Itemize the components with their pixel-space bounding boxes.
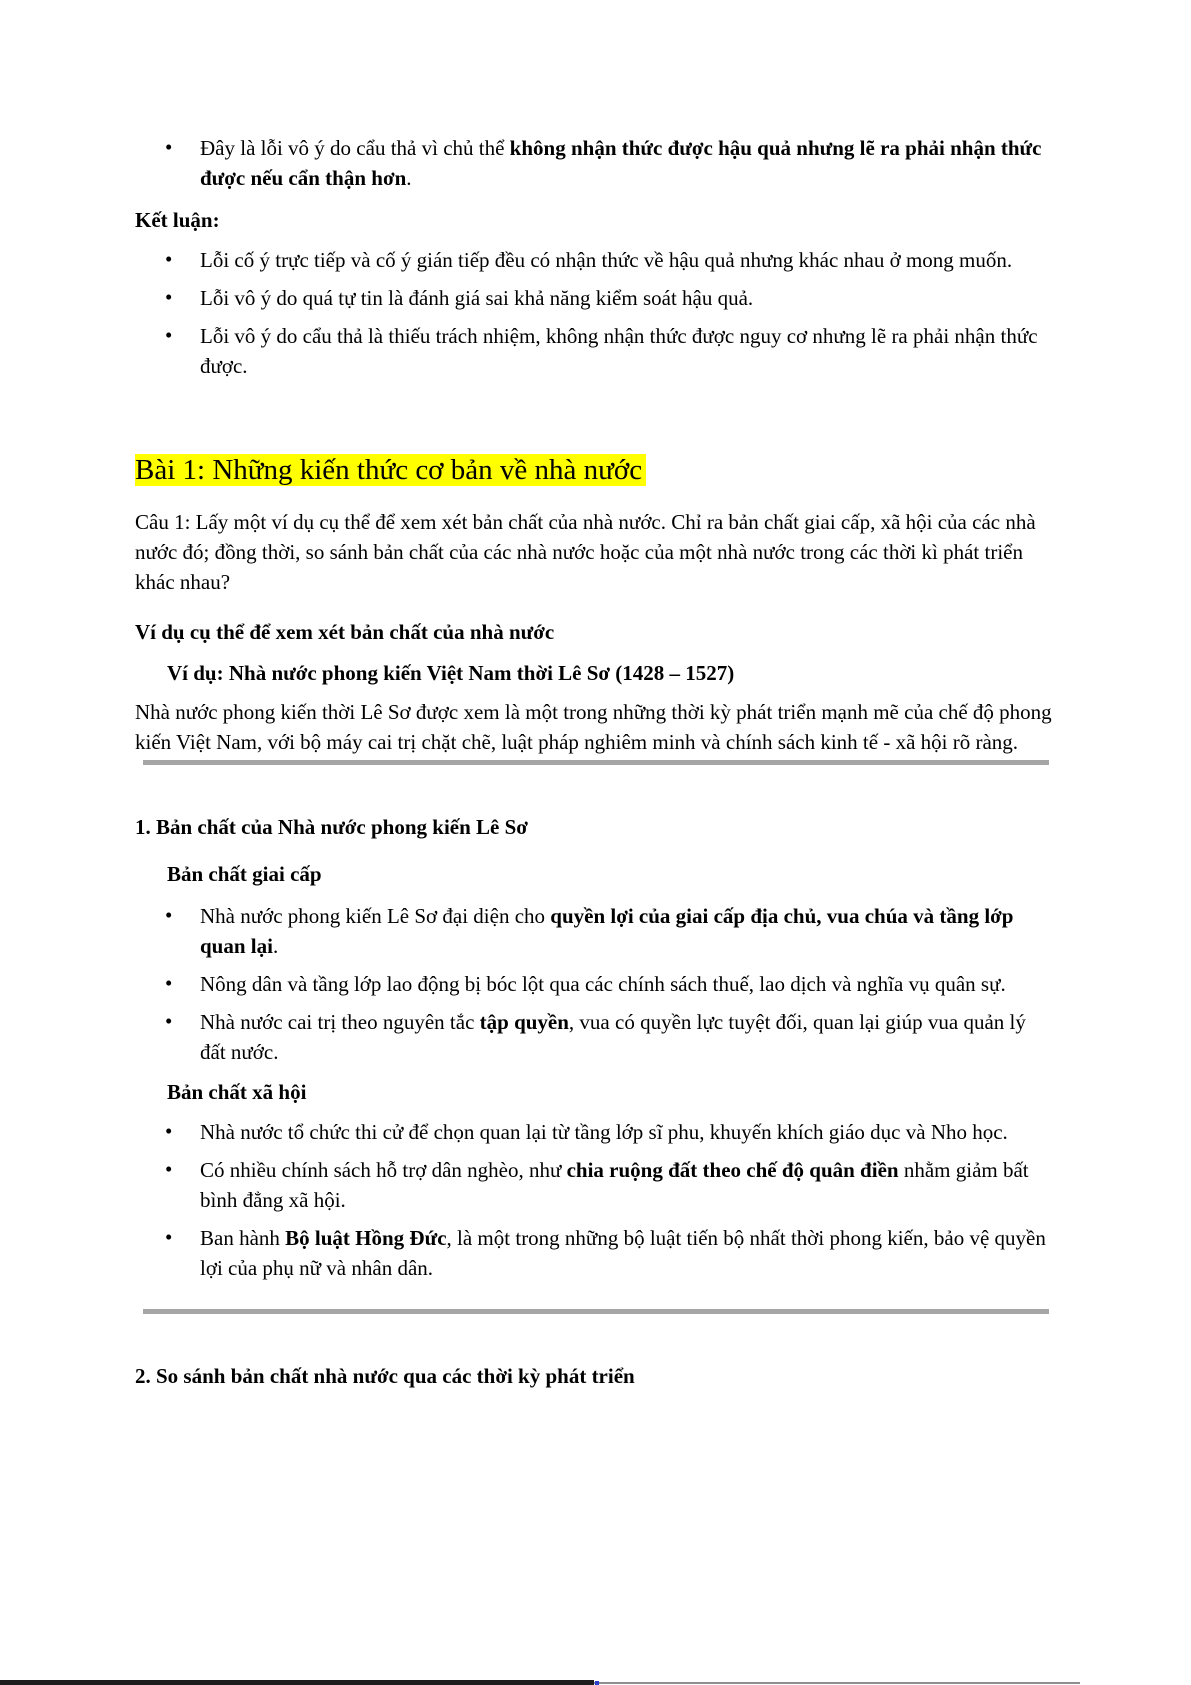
- list-item: [135, 1155, 1056, 1215]
- list-item-bold-text: Bộ luật Hồng Đức: [285, 1226, 447, 1250]
- example-intro-paragraph: Nhà nước phong kiến thời Lê Sơ được xem là một trong những thời kỳ phát triển mạnh mẽ của chế độ phong kiến Việt Nam, với bộ máy cai trị chặt chẽ, luật pháp nghiêm minh và chính sách kinh tế - xã hội rõ ràng.: [135, 700, 1052, 754]
- list-item-bold-text: quyền lợi của giai cấp địa chủ, vua chúa và tầng lớp quan lại: [200, 904, 1014, 958]
- list-item-text: , vua có quyền lực tuyệt đối, quan lại giúp vua quản lý đất nước.: [200, 1010, 1026, 1064]
- list-item-text: nhằm giảm bất bình đẳng xã hội.: [200, 1158, 1029, 1212]
- section-1-heading: 1. Bản chất của Nhà nước phong kiến Lê Sơ: [135, 815, 528, 839]
- list-item-text: , là một trong những bộ luật tiến bộ nhất thời phong kiến, bảo vệ quyền lợi của phụ nữ và nhân dân.: [200, 1226, 1046, 1280]
- section-divider: [143, 760, 1049, 765]
- scrollbar-accent-dot: [595, 1681, 599, 1685]
- bullet-icon: •: [165, 247, 173, 271]
- list-item-text: Nhà nước tổ chức thi cử để chọn quan lại từ tầng lớp sĩ phu, khuyến khích giáo dục và Nho học.: [200, 1120, 1008, 1144]
- list-item: [135, 901, 1056, 961]
- list-item-text: Đây là lỗi vô ý do cẩu thả vì chủ thể: [200, 136, 510, 160]
- conclusion-heading: Kết luận:: [135, 208, 220, 232]
- list-item: [135, 1007, 1056, 1067]
- list-item-text: .: [272, 934, 279, 958]
- list-item: [135, 245, 1056, 275]
- list-item-text: Có nhiều chính sách hỗ trợ dân nghèo, như: [200, 1158, 567, 1182]
- bullet-icon: •: [165, 1119, 173, 1143]
- list-item: [135, 283, 1056, 313]
- list-item: [135, 321, 1056, 381]
- lesson-title: Bài 1: Những kiến thức cơ bản về nhà nước: [135, 454, 646, 486]
- bullet-icon: •: [165, 323, 173, 347]
- list-item: [135, 1223, 1056, 1283]
- question-paragraph: Câu 1: Lấy một ví dụ cụ thể để xem xét bản chất của nhà nước. Chỉ ra bản chất giai cấp, xã hội của các nhà nước đó; đồng thời, so sánh bản chất của các nhà nước hoặc của một nhà nước trong các thời kì phát triển khác nhau?: [135, 510, 1036, 594]
- list-item-text: Nhà nước phong kiến Lê Sơ đại diện cho: [200, 904, 551, 928]
- list-item-text: Lỗi cố ý trực tiếp và cố ý gián tiếp đều có nhận thức về hậu quả nhưng khác nhau ở mong muốn.: [200, 248, 1013, 272]
- horizontal-scrollbar-thumb[interactable]: [0, 1680, 594, 1685]
- bullet-icon: •: [165, 1009, 173, 1033]
- list-item-bold-text: chia ruộng đất theo chế độ quân điền: [566, 1158, 899, 1182]
- document-body: [135, 133, 1056, 1391]
- list-item-text: Lỗi vô ý do quá tự tin là đánh giá sai khả năng kiểm soát hậu quả.: [200, 286, 754, 310]
- list-item-bold-text: tập quyền: [479, 1010, 569, 1034]
- lesson-title-block: [135, 454, 1056, 487]
- list-item-text: Nhà nước cai trị theo nguyên tắc: [200, 1010, 480, 1034]
- example-title: Ví dụ: Nhà nước phong kiến Việt Nam thời Lê Sơ (1428 – 1527): [167, 661, 735, 685]
- example-heading: Ví dụ cụ thể để xem xét bản chất của nhà nước: [135, 620, 555, 644]
- class-nature-heading: Bản chất giai cấp: [167, 862, 322, 886]
- list-item: [135, 969, 1056, 999]
- list-item-bold-text: không nhận thức được hậu quả nhưng lẽ ra phải nhận thức được nếu cẩn thận hơn: [200, 136, 1042, 190]
- bullet-icon: •: [165, 971, 173, 995]
- bullet-icon: •: [165, 903, 173, 927]
- list-item: [135, 1117, 1056, 1147]
- list-item-text: Lỗi vô ý do cẩu thả là thiếu trách nhiệm, không nhận thức được nguy cơ nhưng lẽ ra phải nhận thức được.: [200, 324, 1038, 378]
- list-item-text: .: [406, 166, 412, 190]
- bullet-icon: •: [165, 1225, 173, 1249]
- list-item: [135, 133, 1056, 193]
- section-divider: [143, 1309, 1049, 1314]
- bullet-icon: •: [165, 135, 173, 159]
- bullet-icon: •: [165, 1157, 173, 1181]
- section-2-heading: 2. So sánh bản chất nhà nước qua các thời kỳ phát triển: [135, 1364, 635, 1388]
- list-item-text: Ban hành: [200, 1226, 286, 1250]
- bullet-icon: •: [165, 285, 173, 309]
- list-item-text: Nông dân và tầng lớp lao động bị bóc lột qua các chính sách thuế, lao dịch và nghĩa vụ quân sự.: [200, 972, 1006, 996]
- social-nature-heading: Bản chất xã hội: [167, 1080, 307, 1104]
